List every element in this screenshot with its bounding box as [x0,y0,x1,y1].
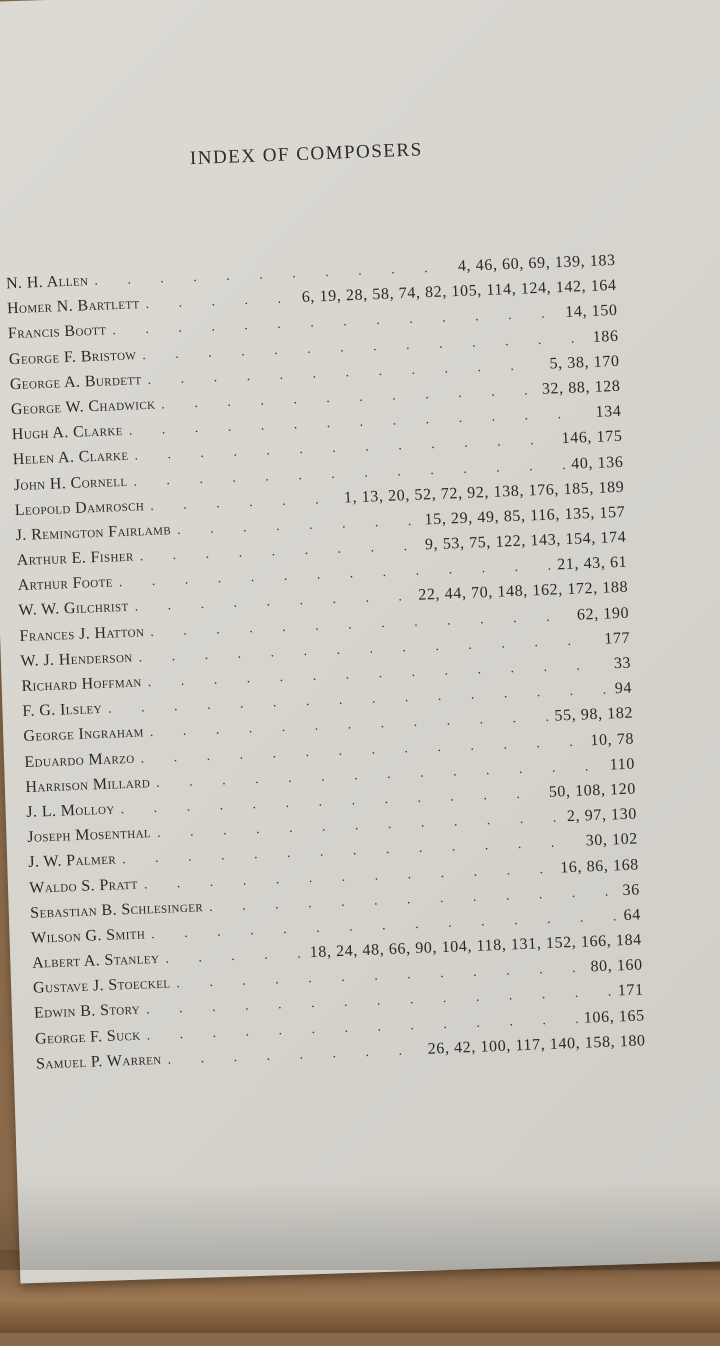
page-numbers: 33 [613,654,632,673]
composer-name: Sebastian B. Schlesinger [29,897,204,922]
composer-name: Albert A. Stanley [31,950,160,972]
composer-name: J. W. Palmer [27,850,117,872]
composer-name: Leopold Damrosch [14,496,145,519]
page-numbers: 106, 165 [583,1006,645,1027]
composer-name: Frances J. Hatton [19,622,145,645]
composer-name: Wilson G. Smith [30,925,146,947]
page-numbers: 2, 97, 130 [566,805,638,826]
page-numbers: 80, 160 [590,956,644,976]
page-numbers: 14, 150 [565,302,618,322]
composer-name: Harrison Millard [25,773,151,796]
page-numbers: 15, 29, 49, 85, 116, 135, 157 [424,503,626,529]
composer-name: Arthur E. Fisher [16,547,134,570]
composer-index-list [6,252,646,1081]
page-title: INDEX OF COMPOSERS [189,139,424,170]
composer-name: Edwin B. Story [33,1001,141,1023]
page-numbers: 177 [604,629,631,648]
composer-name: W. W. Gilchrist [18,598,129,620]
composer-name: F. G. Ilsley [22,700,103,721]
page-numbers: 6, 19, 28, 58, 74, 82, 105, 114, 124, 142, 164 [301,277,617,307]
composer-name: Richard Hoffman [21,673,143,696]
page-numbers: 40, 136 [570,453,624,473]
page-numbers: 32, 88, 128 [541,377,621,398]
page-numbers: 186 [592,327,619,346]
page-numbers: 171 [617,981,644,1000]
page-numbers: 30, 102 [585,830,639,850]
dot-leader [145,291,296,313]
composer-name: George F. Suck [34,1026,141,1048]
dot-leader [150,491,338,514]
page-numbers: 134 [595,402,622,421]
page-numbers: 5, 38, 170 [549,352,620,373]
composer-name: Gustave J. Stoeckel [32,974,171,998]
page-numbers: 94 [614,679,633,698]
page-numbers: 10, 78 [590,730,635,749]
page-numbers: 4, 46, 60, 69, 139, 183 [457,251,616,275]
page-numbers: 110 [609,755,636,774]
page-numbers: 62, 190 [576,604,630,624]
composer-name: W. J. Henderson [20,648,133,670]
composer-name: Helen A. Clarke [12,447,129,469]
page-numbers: 36 [622,881,641,899]
page-numbers: 18, 24, 48, 66, 90, 104, 118, 131, 152, 166, 184 [309,931,643,962]
page-numbers: 26, 42, 100, 117, 140, 158, 180 [427,1032,646,1058]
composer-name: J. Remington Fairlamb [15,521,172,545]
composer-name: Arthur Foote [17,573,114,595]
page-numbers: 146, 175 [561,428,623,448]
composer-name: Waldo S. Pratt [28,875,139,897]
dot-leader [165,946,304,967]
page-numbers: 55, 98, 182 [554,704,634,725]
page-numbers: 50, 108, 120 [548,780,637,801]
composer-name: Francis Boott [7,321,107,343]
page-numbers: 1, 13, 20, 52, 72, 92, 138, 176, 185, 189 [343,478,625,507]
composer-name: George W. Chadwick [10,395,156,419]
composer-name: George F. Bristow [8,345,137,368]
composer-name: Eduardo Marzo [24,749,135,771]
page-numbers: 9, 53, 75, 122, 143, 154, 174 [424,528,627,554]
composer-name: George A. Burdett [9,370,142,393]
page-numbers: 21, 43, 61 [556,553,628,574]
page-numbers: 16, 86, 168 [559,855,640,876]
composer-name: N. H. Allen [5,272,89,293]
composer-name: Hugh A. Clarke [11,422,124,444]
composer-name: Homer N. Bartlett [6,295,140,318]
composer-name: John H. Cornell [13,472,128,494]
composer-name: Samuel P. Warren [35,1050,162,1073]
page-numbers: 22, 44, 70, 148, 162, 172, 188 [418,579,629,605]
composer-name: Joseph Mosenthal [27,824,152,847]
page-numbers: 64 [623,906,642,924]
composer-name: George Ingraham [23,723,145,746]
composer-name: J. L. Molloy [26,800,115,821]
